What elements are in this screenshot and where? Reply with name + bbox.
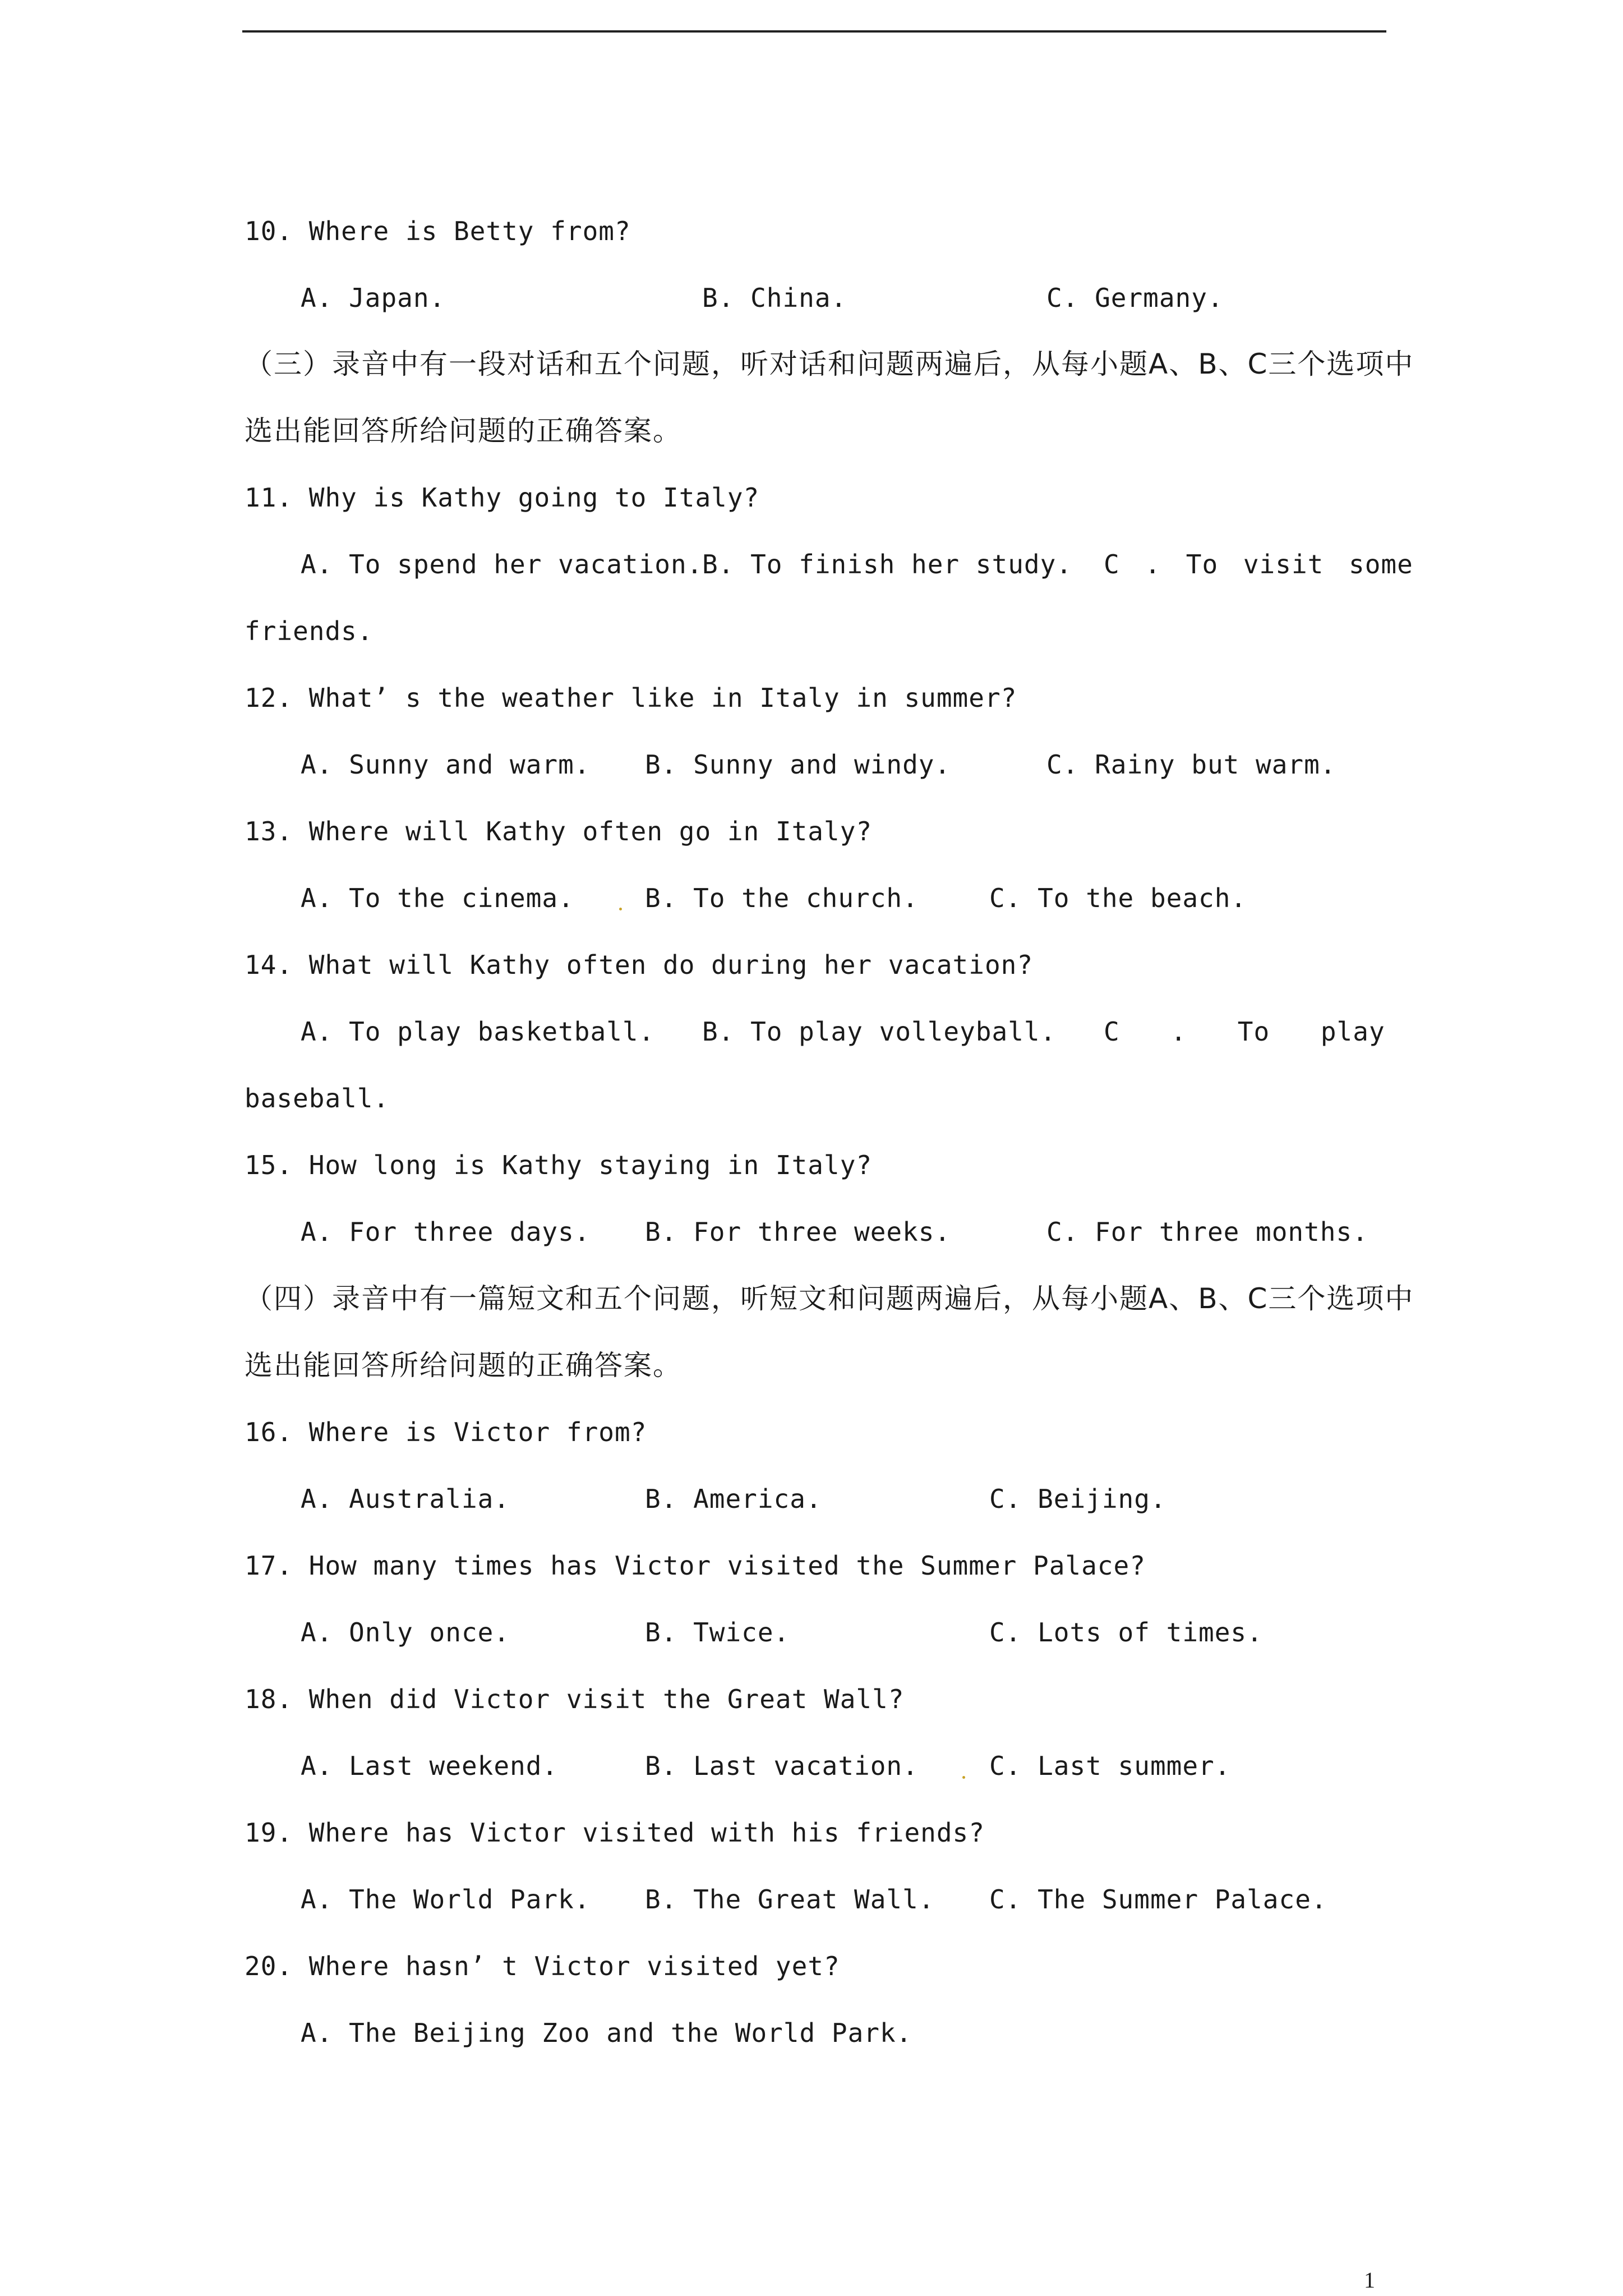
- question-19-option-a: A. The World Park.: [301, 1884, 591, 1915]
- question-13-option-a: A. To the cinema.: [301, 883, 574, 913]
- question-15-option-c: C. For three months.: [1046, 1217, 1368, 1247]
- question-15-stem: 15. How long is Kathy staying in Italy?: [245, 1150, 873, 1180]
- question-11-option-c: C . To visit some: [1104, 549, 1413, 579]
- question-14-option-c: C . To play: [1104, 1016, 1385, 1047]
- question-12-option-c: C. Rainy but warm.: [1046, 749, 1336, 780]
- question-10-option-a: A. Japan.: [301, 283, 446, 313]
- question-17-option-b: B. Twice.: [645, 1617, 790, 1648]
- question-10-option-c: C. Germany.: [1046, 283, 1224, 313]
- question-16-option-c: C. Beijing.: [989, 1484, 1166, 1514]
- page-number: 1: [1364, 2267, 1375, 2293]
- question-18-option-b: B. Last vacation.: [645, 1751, 919, 1781]
- question-10-option-b: B. China.: [702, 283, 847, 313]
- question-16-option-a: A. Australia.: [301, 1484, 510, 1514]
- question-12-option-a: A. Sunny and warm.: [301, 749, 591, 780]
- question-11-option-a: A. To spend her vacation.: [301, 549, 703, 579]
- question-19-option-b: B. The Great Wall.: [645, 1884, 935, 1915]
- question-19-option-c: C. The Summer Palace.: [989, 1884, 1327, 1915]
- question-13-option-c: C. To the beach.: [989, 883, 1247, 913]
- question-12-option-b: B. Sunny and windy.: [645, 749, 951, 780]
- question-17-option-c: C. Lots of times.: [989, 1617, 1263, 1648]
- stray-mark: [962, 1776, 965, 1779]
- question-13-stem: 13. Where will Kathy often go in Italy?: [245, 816, 873, 846]
- question-18-option-a: A. Last weekend.: [301, 1751, 559, 1781]
- question-14-stem: 14. What will Kathy often do during her vacation?: [245, 950, 1034, 980]
- question-14-option-c-continued: baseball.: [245, 1083, 390, 1114]
- question-10-stem: 10. Where is Betty from?: [245, 216, 631, 246]
- question-15-option-a: A. For three days.: [301, 1217, 591, 1247]
- question-16-stem: 16. Where is Victor from?: [245, 1417, 647, 1447]
- question-18-option-c: C. Last summer.: [989, 1751, 1231, 1781]
- question-15-option-b: B. For three weeks.: [645, 1217, 951, 1247]
- question-11-option-c-continued: friends.: [245, 616, 374, 646]
- question-11-stem: 11. Why is Kathy going to Italy?: [245, 482, 760, 513]
- question-18-stem: 18. When did Victor visit the Great Wall?: [245, 1684, 905, 1714]
- section-4-instruction-line-1: （四）录音中有一篇短文和五个问题，听短文和问题两遍后，从每小题A、B、C三个选项中: [245, 1282, 1414, 1315]
- section-3-instruction-line-2: 选出能回答所给问题的正确答案。: [245, 415, 682, 447]
- question-14-option-b: B. To play volleyball.: [702, 1016, 1057, 1047]
- section-4-instruction-line-2: 选出能回答所给问题的正确答案。: [245, 1349, 682, 1382]
- question-16-option-b: B. America.: [645, 1484, 822, 1514]
- question-19-stem: 19. Where has Victor visited with his friends?: [245, 1818, 985, 1848]
- header-rule: [242, 30, 1386, 33]
- question-17-option-a: A. Only once.: [301, 1617, 510, 1648]
- section-3-instruction-line-1: （三）录音中有一段对话和五个问题，听对话和问题两遍后，从每小题A、B、C三个选项中: [245, 348, 1414, 380]
- question-13-option-b: B. To the church.: [645, 883, 919, 913]
- question-14-option-a: A. To play basketball.: [301, 1016, 655, 1047]
- question-12-stem: 12. What’ s the weather like in Italy in summer?: [245, 683, 1017, 713]
- question-17-stem: 17. How many times has Victor visited the Summer Palace?: [245, 1550, 1146, 1581]
- question-20-stem: 20. Where hasn’ t Victor visited yet?: [245, 1951, 840, 1981]
- question-20-option-a: A. The Beijing Zoo and the World Park.: [301, 2018, 912, 2048]
- question-11-option-b: B. To finish her study.: [702, 549, 1072, 579]
- stray-mark: [619, 908, 622, 910]
